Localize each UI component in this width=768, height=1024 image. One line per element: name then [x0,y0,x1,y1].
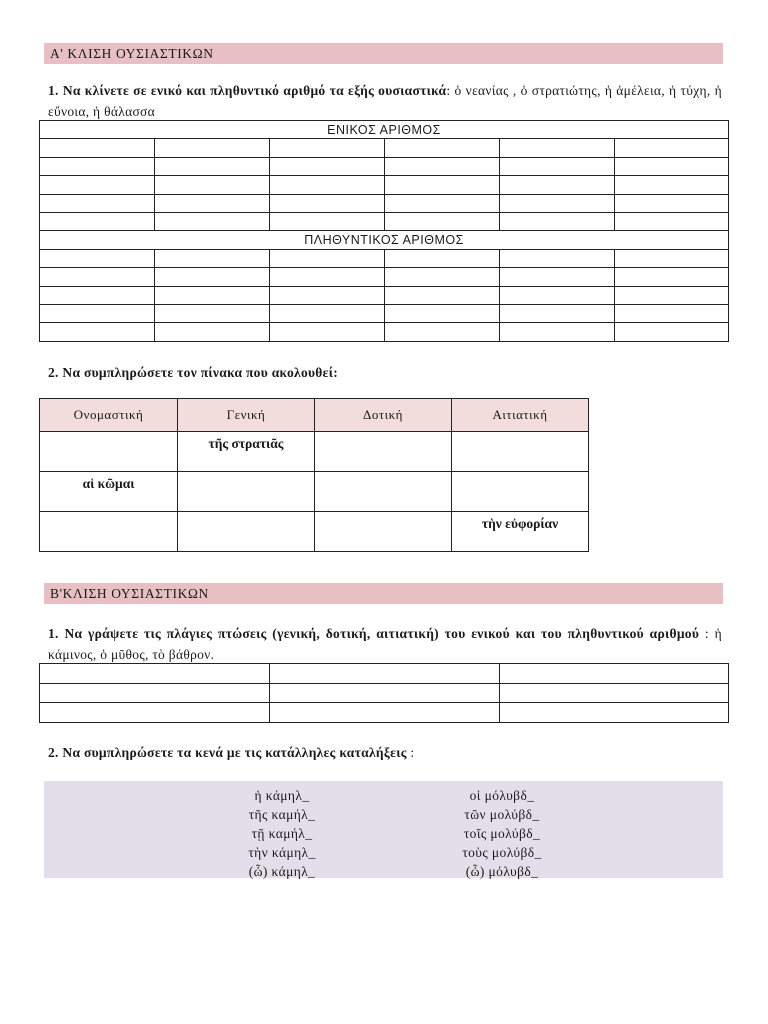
exercise-number: 2. [48,745,59,760]
grid-row [40,664,729,684]
grid-cell[interactable] [40,683,270,703]
grid-row [40,286,729,304]
grid-cell[interactable] [615,286,729,304]
grid-cell[interactable] [385,212,500,230]
grid-cell[interactable] [500,323,615,341]
grid-row [40,304,729,322]
grid-cell[interactable] [40,268,155,286]
grid-cell[interactable] [40,194,155,212]
grid-cell[interactable] [270,194,385,212]
case-cell[interactable] [178,472,315,512]
grid-cell[interactable] [500,304,615,322]
section-a-exercise-2 [48,362,722,383]
lead-form: (ὦ) μόλυβδ_ [465,864,539,879]
exercise-number: 2. [48,365,59,380]
case-table [39,398,589,552]
grid-cell[interactable] [40,703,270,723]
grid-cell[interactable] [385,157,500,175]
plural-label: ΠΛΗΘΥΝΤΙΚΟΣ ΑΡΙΘΜΟΣ [40,231,729,249]
exercise-instruction: Να γράψετε τις πλάγιες πτώσεις (γενική, δοτική, αιτιατική) του ενικού και του πληθυντικού αριθμού [64,626,700,641]
declension-grid [39,120,729,342]
grid-cell[interactable] [155,249,270,267]
grid-cell[interactable] [500,194,615,212]
grid-cell[interactable] [270,683,500,703]
grid-cell[interactable] [155,268,270,286]
fill-blanks-box [44,781,723,878]
exercise-instruction: Να συμπληρώσετε τον πίνακα που ακολουθεί: [62,365,338,380]
grid-cell[interactable] [155,323,270,341]
grid-cell[interactable] [40,664,270,684]
camel-form: ἡ κάμηλ_ [254,788,310,803]
exercise-words: : ὁ νεανίας , ὁ στρατιώτης, ἡ ἀμέλεια, ἡ τύχη, ἡ εὔνοια, ἡ θάλασσα [48,83,722,119]
fill-column-lead [432,786,572,881]
case-header: Ονομαστική [40,399,178,432]
grid-cell[interactable] [500,157,615,175]
grid-cell[interactable] [385,139,500,157]
grid-cell[interactable] [615,157,729,175]
grid-cell[interactable] [500,176,615,194]
lead-form: τῶν μολύβδ_ [464,807,540,822]
grid-cell[interactable] [270,286,385,304]
case-cell[interactable] [178,512,315,552]
case-cell[interactable] [40,512,178,552]
grid-cell[interactable] [40,139,155,157]
grid-cell[interactable] [385,268,500,286]
section-b-exercise-1 [48,623,722,665]
case-cell[interactable] [452,432,589,472]
grid-cell[interactable] [385,194,500,212]
grid-row [40,249,729,267]
lead-form: τοῖς μολύβδ_ [463,826,541,841]
grid-row [40,194,729,212]
grid-cell[interactable] [155,286,270,304]
grid-row [40,139,729,157]
grid-cell[interactable] [615,176,729,194]
section-a-heading: Α' ΚΛΙΣΗ ΟΥΣΙΑΣΤΙΚΩΝ [44,43,723,64]
grid-cell[interactable] [615,194,729,212]
grid-cell[interactable] [615,268,729,286]
exercise-words: : ἡ κάμινος, ὁ μῦθος, τὸ βάθρον. [48,626,722,662]
grid-row [40,157,729,175]
grid-row [40,176,729,194]
grid-cell[interactable] [615,212,729,230]
grid-cell[interactable] [385,286,500,304]
grid-cell[interactable] [270,268,385,286]
grid-cell[interactable] [270,664,500,684]
grid-row [40,323,729,341]
grid-cell[interactable] [500,683,729,703]
case-cell: αἱ κῶμαι [40,472,178,512]
camel-form: τῆς καμήλ_ [248,807,316,822]
grid-row [40,683,729,703]
case-header: Δοτική [315,399,452,432]
section-b-exercise-2 [48,742,722,763]
grid-cell[interactable] [155,176,270,194]
case-cell: τὴν εὐφορίαν [452,512,589,552]
grid-cell[interactable] [40,304,155,322]
case-cell[interactable] [452,472,589,512]
grid-cell[interactable] [500,664,729,684]
grid-cell[interactable] [40,323,155,341]
grid-cell[interactable] [615,304,729,322]
exercise-suffix: : [406,745,415,760]
case-cell: τῆς στρατιᾶς [178,432,315,472]
grid-cell[interactable] [40,249,155,267]
grid-row [40,212,729,230]
grid-cell[interactable] [270,304,385,322]
grid-cell[interactable] [385,304,500,322]
grid-cell[interactable] [155,304,270,322]
grid-cell[interactable] [40,212,155,230]
case-header: Αιτιατική [452,399,589,432]
camel-form: τὴν κάμηλ_ [248,845,316,860]
section-a-exercise-1 [48,80,722,122]
grid-cell[interactable] [270,212,385,230]
grid-cell[interactable] [385,176,500,194]
lead-form: τοὺς μολύβδ_ [462,845,542,860]
grid-cell[interactable] [500,139,615,157]
case-row [40,512,589,552]
case-row [40,432,589,472]
case-row [40,472,589,512]
grid-cell[interactable] [270,157,385,175]
exercise-number: 1. [48,626,59,641]
singular-label: ΕΝΙΚΟΣ ΑΡΙΘΜΟΣ [40,121,729,139]
grid-cell[interactable] [615,249,729,267]
camel-form: τῇ καμήλ_ [251,826,313,841]
grid-cell[interactable] [385,249,500,267]
grid-cell[interactable] [270,703,500,723]
grid-cell[interactable] [40,286,155,304]
exercise-number: 1. [48,83,59,98]
grid-cell[interactable] [155,212,270,230]
grid-cell[interactable] [40,157,155,175]
grid-cell[interactable] [500,212,615,230]
grid-cell[interactable] [270,176,385,194]
grid-cell[interactable] [500,286,615,304]
grid-cell[interactable] [615,139,729,157]
grid-cell[interactable] [615,323,729,341]
grid-cell[interactable] [500,703,729,723]
grid-cell[interactable] [270,323,385,341]
section-b-heading: Β'ΚΛΙΣΗ ΟΥΣΙΑΣΤΙΚΩΝ [44,583,723,604]
grid-row [40,703,729,723]
case-cell[interactable] [315,472,452,512]
grid-cell[interactable] [385,323,500,341]
oblique-cases-grid [39,663,729,723]
grid-cell[interactable] [270,139,385,157]
fill-column-camel [222,786,342,881]
grid-cell[interactable] [155,194,270,212]
grid-cell[interactable] [155,139,270,157]
case-header: Γενική [178,399,315,432]
grid-cell[interactable] [155,157,270,175]
exercise-instruction: Να συμπληρώσετε τα κενά με τις κατάλληλες καταλήξεις [62,745,407,760]
grid-cell[interactable] [500,249,615,267]
case-cell[interactable] [315,512,452,552]
grid-cell[interactable] [270,249,385,267]
case-cell[interactable] [40,432,178,472]
exercise-instruction: Να κλίνετε σε ενικό και πληθυντικό αριθμό τα εξής ουσιαστικά [62,83,447,98]
camel-form: (ὦ) κάμηλ_ [248,864,316,879]
lead-form: οἱ μόλυβδ_ [469,788,535,803]
grid-row [40,268,729,286]
case-cell[interactable] [315,432,452,472]
grid-cell[interactable] [40,176,155,194]
grid-cell[interactable] [500,268,615,286]
